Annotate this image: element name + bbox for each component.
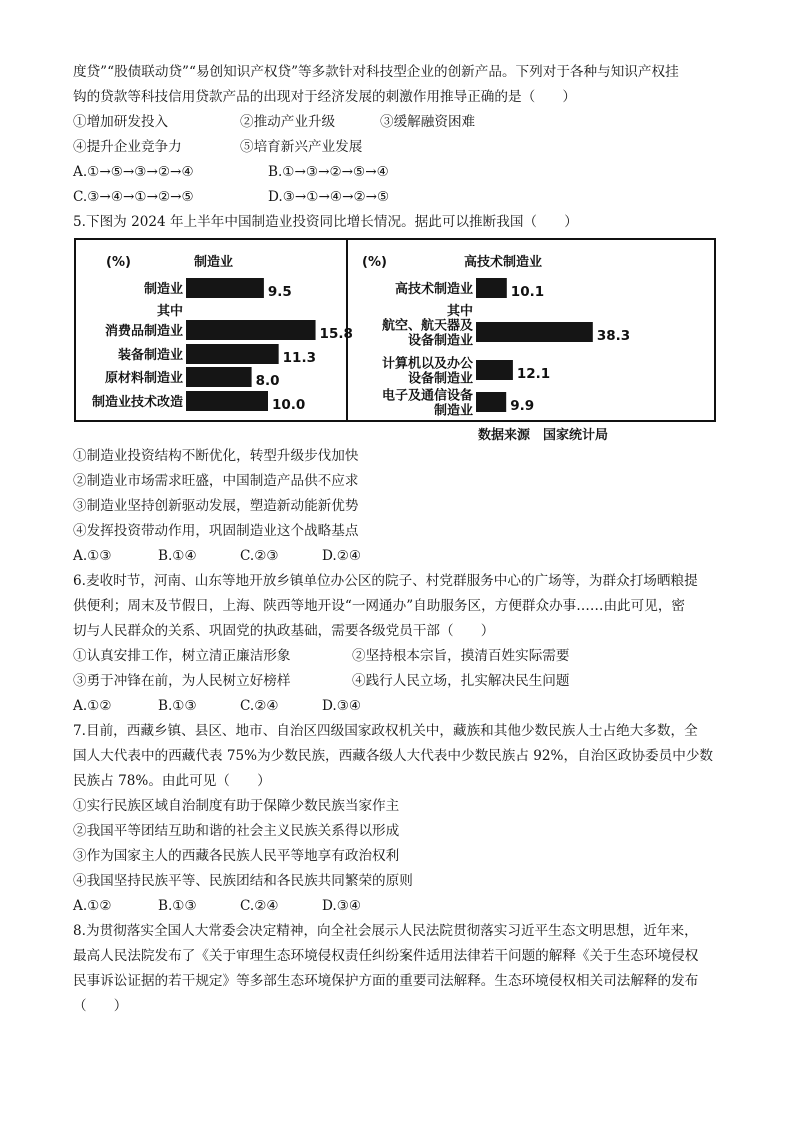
q4-line-2: 钩的贷款等科技信用贷款产品的出现对于经济发展的刺激作用推导正确的是（ ） — [73, 89, 576, 105]
chart-value-label: 11.3 — [282, 350, 316, 366]
left-chart-title: 制造业 — [194, 255, 234, 270]
chart-category-label: 消费品制造业 — [104, 324, 183, 339]
q7-option-d: D.③④ — [322, 898, 362, 914]
q6-line-3: 切与人民群众的关系、巩固党的执政基础，需要各级党员干部（ ） — [73, 623, 495, 639]
q7-option-c: C.②④ — [240, 898, 279, 914]
q5-option-a: A.①③ — [73, 548, 112, 564]
chart-value-label: 10.1 — [510, 284, 545, 300]
q5-item-3: ③制造业坚持创新驱动发展，塑造新动能新优势 — [73, 498, 359, 514]
q7-item-3: ③作为国家主人的西藏各民族人民平等地享有政治权利 — [73, 848, 400, 864]
q6-line-1: 6.麦收时节，河南、山东等地开放乡镇单位办公区的院子、村党群服务中心的广场等，为群众打场晒粮提 — [73, 573, 698, 589]
q4-item-5: ⑤培育新兴产业发展 — [240, 139, 363, 155]
chart-frame — [74, 238, 716, 422]
q5-item-4: ④发挥投资带动作用，巩固制造业这个战略基点 — [73, 523, 359, 539]
q8-line-2: 最高人民法院发布了《关于审理生态环境侵权责任纠纷案件适用法律若干问题的解释《关于生态环境侵权 — [73, 948, 699, 964]
chart-category-label: 制造业 — [143, 282, 183, 297]
chart-value-label: 9.5 — [267, 284, 292, 300]
q6-line-2: 供便利；周末及节假日，上海、陕西等地开设“一网通办”自助服务区，方便群众办事……由此可见，密 — [73, 598, 686, 614]
q6-item-3: ③勇于冲锋在前，为人民树立好榜样 — [73, 673, 291, 689]
q6-option-a: A.①② — [73, 698, 112, 714]
right-chart-title: 高技术制造业 — [464, 255, 543, 270]
chart-category-label: 高技术制造业 — [394, 282, 473, 297]
q4-option-d: D.③→①→④→②→⑤ — [268, 189, 390, 205]
q7-line-3: 民族占 78%。由此可见（ ） — [73, 773, 271, 789]
chart-divider — [346, 240, 348, 420]
q7-item-4: ④我国坚持民族平等、民族团结和各民族共同繁荣的原则 — [73, 873, 413, 889]
chart-value-label: 9.9 — [510, 398, 535, 414]
q6-item-2: ②坚持根本宗旨，摸清百姓实际需要 — [352, 648, 570, 664]
chart-category-label: 其中 — [446, 304, 473, 319]
q4-option-b: B.①→③→②→⑤→④ — [268, 164, 389, 180]
q5-item-1: ①制造业投资结构不断优化，转型升级步伐加快 — [73, 448, 359, 464]
q6-option-c: C.②④ — [240, 698, 279, 714]
q7-option-b: B.①③ — [158, 898, 197, 914]
chart-category-label: 制造业技术改造 — [91, 395, 183, 410]
q5-item-2: ②制造业市场需求旺盛，中国制造产品供不应求 — [73, 473, 359, 489]
chart-category-label: 设备制造业 — [407, 333, 473, 349]
chart-category-label: 设备制造业 — [407, 371, 473, 387]
chart-category-label: 原材料制造业 — [104, 371, 183, 386]
q8-line-4: （ ） — [73, 998, 128, 1014]
chart-category-label: 航空、航天器及 — [381, 318, 473, 334]
left-chart-unit: (%) — [106, 255, 131, 270]
chart-category-label: 制造业 — [433, 403, 473, 419]
chart-value-label: 10.0 — [272, 397, 306, 413]
chart-value-label: 8.0 — [255, 373, 280, 389]
q8-line-1: 8.为贯彻落实全国人大常委会决定精神，向全社会展示人民法院贯彻落实习近平生态文明思想，近年来， — [73, 923, 698, 939]
q6-option-b: B.①③ — [158, 698, 197, 714]
q4-option-a: A.①→⑤→③→②→④ — [73, 164, 194, 180]
q6-option-d: D.③④ — [322, 698, 362, 714]
q4-item-4: ④提升企业竞争力 — [73, 139, 182, 155]
q6-item-4: ④践行人民立场，扎实解决民生问题 — [352, 673, 570, 689]
q8-line-3: 民事诉讼证据的若干规定》等多部生态环境保护方面的重要司法解释。生态环境侵权相关司法解释的发布 — [73, 973, 699, 989]
chart-value-label: 12.1 — [516, 366, 551, 382]
chart-value-label: 38.3 — [596, 328, 631, 344]
chart-source: 数据来源 国家统计局 — [478, 428, 609, 443]
q7-line-1: 7.目前，西藏乡镇、县区、地市、自治区四级国家政权机关中，藏族和其他少数民族人士占绝大多数，全 — [73, 723, 698, 739]
q6-item-1: ①认真安排工作，树立清正廉洁形象 — [73, 648, 291, 664]
q4-line-1: 度贷”“股债联动贷”“易创知识产权贷”等多款针对科技型企业的创新产品。下列对于各种与知识产权挂 — [73, 64, 679, 80]
q5-option-b: B.①④ — [158, 548, 197, 564]
chart-category-label: 电子及通信设备 — [381, 388, 473, 404]
q5-stem: 5.下图为 2024 年上半年中国制造业投资同比增长情况。据此可以推断我国（ ） — [73, 214, 578, 230]
chart-value-label: 15.8 — [319, 326, 353, 342]
q4-item-1: ①增加研发投入 — [73, 114, 169, 130]
q7-line-2: 国人大代表中的西藏代表 75%为少数民族，西藏各级人大代表中少数民族占 92%，自治区政协委员中少数 — [73, 748, 714, 764]
chart-category-label: 装备制造业 — [117, 348, 183, 363]
q7-option-a: A.①② — [73, 898, 112, 914]
q4-item-3: ③缓解融资困难 — [380, 114, 476, 130]
chart-category-label: 其中 — [156, 304, 183, 319]
q7-item-2: ②我国平等团结互助和谐的社会主义民族关系得以形成 — [73, 823, 400, 839]
q7-item-1: ①实行民族区域自治制度有助于保障少数民族当家作主 — [73, 798, 400, 814]
q5-option-c: C.②③ — [240, 548, 279, 564]
q4-item-2: ②推动产业升级 — [240, 114, 336, 130]
q5-option-d: D.②④ — [322, 548, 362, 564]
q4-option-c: C.③→④→①→②→⑤ — [73, 189, 194, 205]
right-chart-unit: (%) — [362, 255, 387, 270]
chart-category-label: 计算机以及办公 — [381, 356, 473, 372]
